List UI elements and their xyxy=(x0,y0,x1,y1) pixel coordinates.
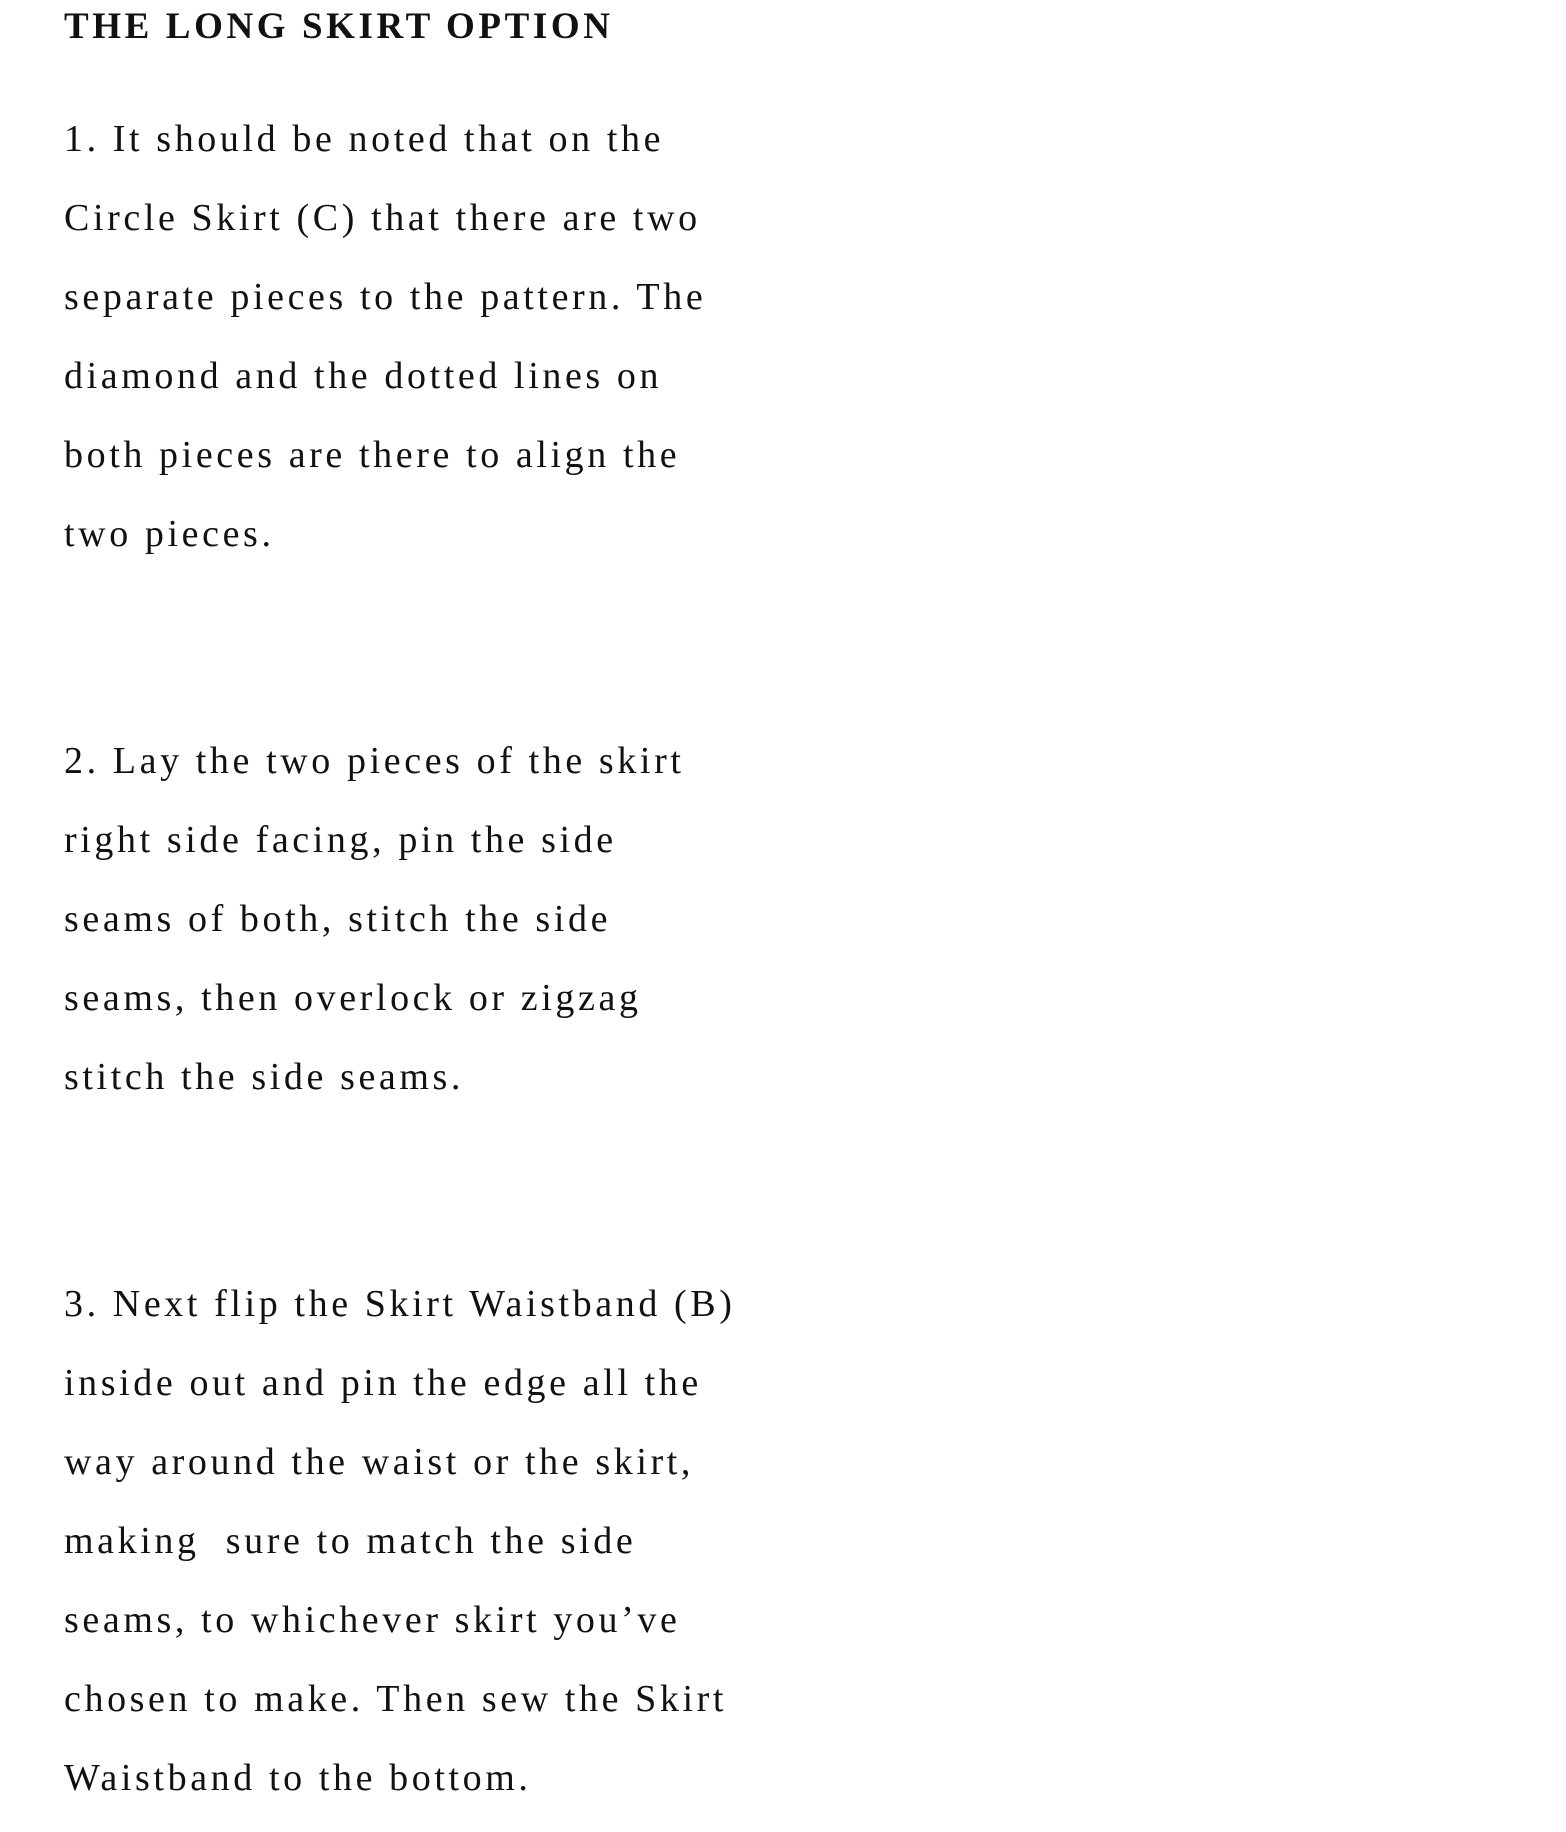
step-3-line: chosen to make. Then sew the Skirt xyxy=(64,1678,728,1720)
step-1-line: Circle Skirt (C) that there are two xyxy=(64,197,701,239)
step-3-line: way around the waist or the skirt, xyxy=(64,1441,695,1483)
step-1-line: diamond and the dotted lines on xyxy=(64,355,663,397)
section-heading: THE LONG SKIRT OPTION xyxy=(64,6,614,47)
step-1-line: both pieces are there to align the xyxy=(64,434,681,476)
step-3-line: 3. Next flip the Skirt Waistband (B) xyxy=(64,1283,736,1325)
step-3-line: making sure to match the side xyxy=(64,1520,637,1562)
step-2-line: seams of both, stitch the side xyxy=(64,898,612,940)
step-3-line: Waistband to the bottom. xyxy=(64,1757,532,1799)
step-1-line: two pieces. xyxy=(64,513,275,555)
step-1-line: 1. It should be noted that on the xyxy=(64,118,665,160)
step-1-paragraph xyxy=(64,100,706,574)
step-3-line: inside out and pin the edge all the xyxy=(64,1362,702,1404)
step-1-line: separate pieces to the pattern. The xyxy=(64,276,707,318)
step-3-paragraph xyxy=(64,1265,736,1818)
step-2-paragraph xyxy=(64,722,684,1117)
step-2-line: right side facing, pin the side xyxy=(64,819,617,861)
step-2-line: 2. Lay the two pieces of the skirt xyxy=(64,740,685,782)
step-3-line: seams, to whichever skirt you’ve xyxy=(64,1599,681,1641)
step-2-line: seams, then overlock or zigzag xyxy=(64,977,642,1019)
step-2-line: stitch the side seams. xyxy=(64,1056,465,1098)
